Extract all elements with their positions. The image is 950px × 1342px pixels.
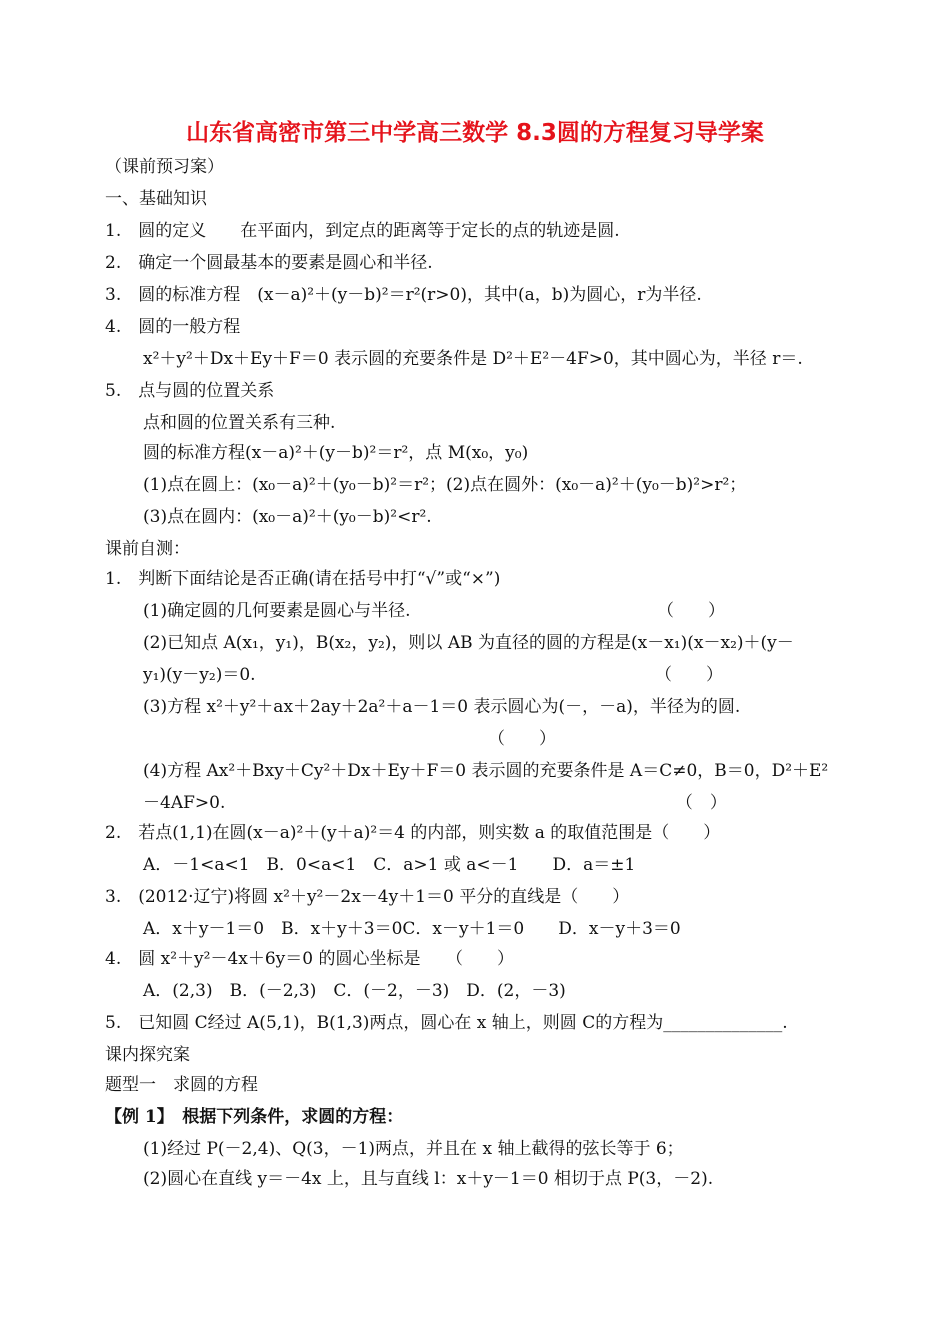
question-1-item-2-cont: y₁)(y－y₂)＝0. （ ） <box>143 665 724 685</box>
section-heading-basics: 一、基础知识 <box>105 189 207 209</box>
question-1-item-4: (4)方程 Ax²＋Bxy＋Cy²＋Dx＋Ey＋F＝0 表示圆的充要条件是 A＝C≠0，B＝0，D²＋E² <box>143 761 829 781</box>
text-line: x²＋y²＋Dx＋Ey＋F＝0 表示圆的充要条件是 D²＋E²－4F>0，其中圆心为，半径 r＝. <box>143 349 803 369</box>
section-heading-type1: 题型一 求圆的方程 <box>105 1075 258 1095</box>
question-1-item-3: (3)方程 x²＋y²＋ax＋2ay＋2a²＋a－1＝0 表示圆心为(－，－a)，半径为的圆. <box>143 697 741 717</box>
question-1-item-1: (1)确定圆的几何要素是圆心与半径. （ ） <box>143 601 725 621</box>
question-1-item-2: (2)已知点 A(x₁，y₁)，B(x₂，y₂)，则以 AB 为直径的圆的方程是(x－x₁)(x－x₂)＋(y－ <box>143 633 794 653</box>
question-3-options: A．x＋y－1＝0 B．x＋y＋3＝0C．x－y＋1＝0 D．x－y＋3＝0 <box>143 919 681 939</box>
text-line: 点和圆的位置关系有三种. <box>143 413 336 433</box>
text-line: 3. 圆的标准方程 (x－a)²＋(y－b)²＝r²(r>0)，其中(a，b)为圆心，r为半径. <box>105 285 702 305</box>
question-5: 5. 已知圆 C经过 A(5,1)，B(1,3)两点，圆心在 x 轴上，则圆 C的方程为______________. <box>105 1013 788 1033</box>
question-1: 1. 判断下面结论是否正确(请在括号中打“√”或“×”) <box>105 569 501 589</box>
question-4-options: A．(2,3) B．(－2,3) C．(－2，－3) D．(2，－3) <box>143 981 566 1001</box>
text-line: (3)点在圆内：(x₀－a)²＋(y₀－b)²<r². <box>143 507 432 527</box>
section-heading-inclass: 课内探究案 <box>105 1045 190 1065</box>
text-line: 5. 点与圆的位置关系 <box>105 381 275 401</box>
example-1-part-1: (1)经过 P(－2,4)、Q(3，－1)两点，并且在 x 轴上截得的弦长等于 6； <box>143 1139 684 1159</box>
text-line: 1. 圆的定义 在平面内，到定点的距离等于定长的点的轨迹是圆. <box>105 221 620 241</box>
example-1-part-2: (2)圆心在直线 y＝－4x 上，且与直线 l：x＋y－1＝0 相切于点 P(3，－2). <box>143 1169 714 1189</box>
question-4: 4. 圆 x²＋y²－4x＋6y＝0 的圆心坐标是 （ ） <box>105 949 514 969</box>
example-1: 【例 1】 根据下列条件，求圆的方程： <box>105 1107 404 1127</box>
question-2: 2. 若点(1,1)在圆(x－a)²＋(y＋a)²＝4 的内部，则实数 a 的取值范围是（ ） <box>105 823 721 843</box>
page-title: 山东省高密市第三中学高三数学 8.3圆的方程复习导学案 <box>186 120 764 146</box>
section-heading-selftest: 课前自测： <box>105 539 190 559</box>
answer-bracket: （ ） <box>488 729 556 749</box>
text-line: 4. 圆的一般方程 <box>105 317 241 337</box>
section-label-preview: （课前预习案） <box>105 157 224 177</box>
question-1-item-4-cont: －4AF>0. （ ） <box>143 793 727 813</box>
question-3: 3. (2012·辽宁)将圆 x²＋y²－2x－4y＋1＝0 平分的直线是（ ） <box>105 887 630 907</box>
text-line: 2. 确定一个圆最基本的要素是圆心和半径. <box>105 253 433 273</box>
text-line: (1)点在圆上：(x₀－a)²＋(y₀－b)²＝r²；(2)点在圆外：(x₀－a)²＋(y₀－b)²>r²； <box>143 475 747 495</box>
question-2-options: A．－1<a<1 B．0<a<1 C．a>1 或 a<－1 D．a＝±1 <box>143 855 636 875</box>
text-line: 圆的标准方程(x－a)²＋(y－b)²＝r²，点 M(x₀，y₀) <box>143 443 529 463</box>
